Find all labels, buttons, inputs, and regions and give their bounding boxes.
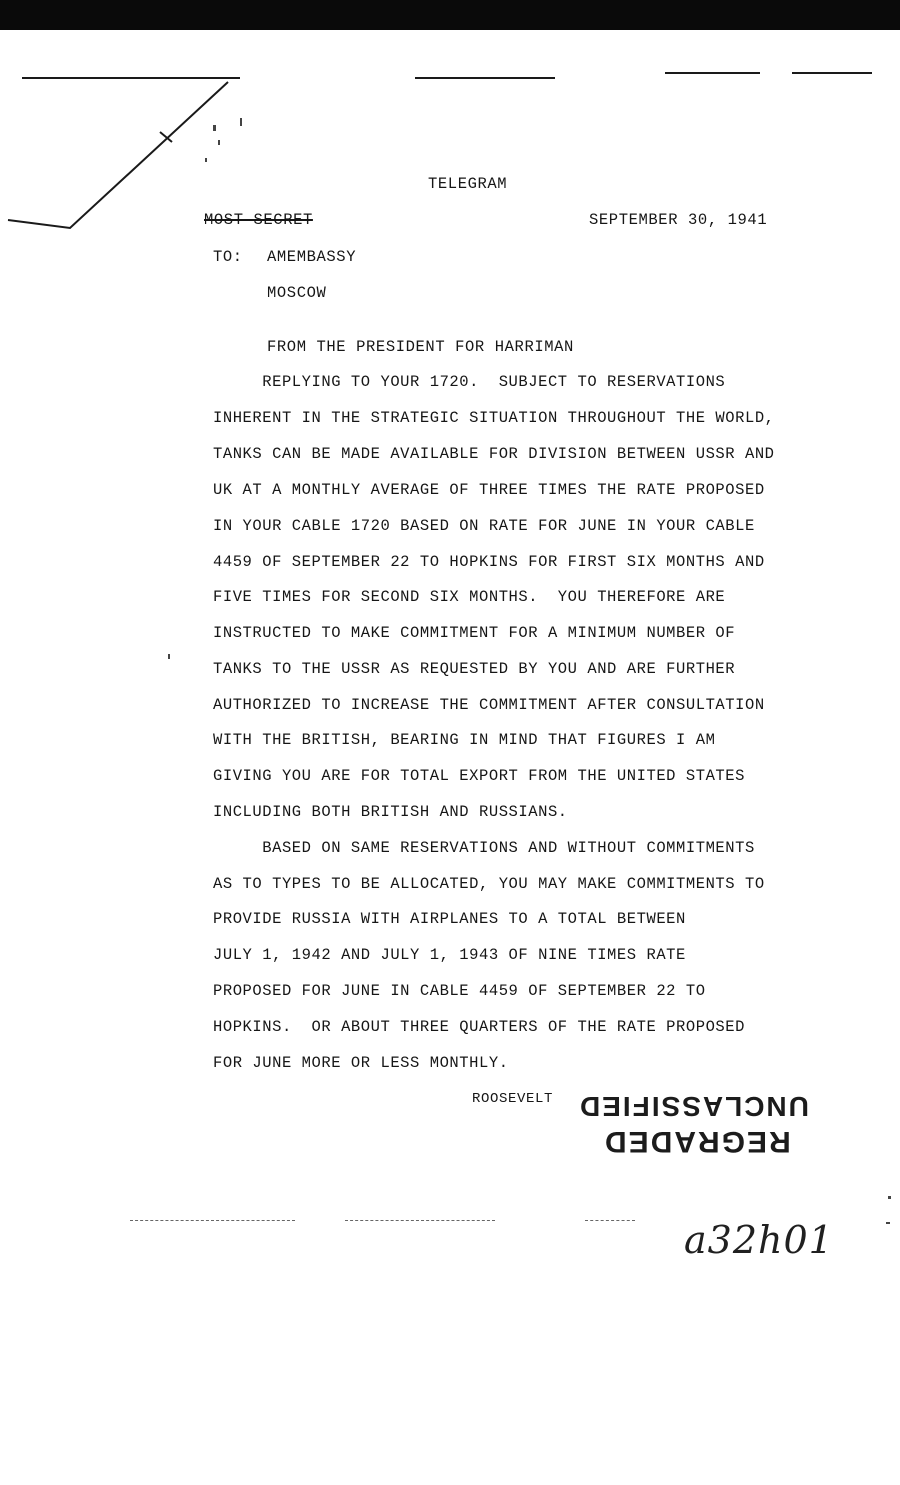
scan-line bbox=[585, 1220, 635, 1222]
scan-line bbox=[130, 1220, 295, 1222]
unclassified-stamp: UNCLASSIFIED bbox=[578, 1091, 809, 1122]
signature: ROOSEVELT bbox=[472, 1091, 554, 1107]
regraded-stamp: REGRADED bbox=[603, 1125, 791, 1158]
scan-speck bbox=[168, 654, 170, 659]
body-line: INSTRUCTED TO MAKE COMMITMENT FOR A MINIMUM NUMBER OF bbox=[213, 624, 736, 642]
handwritten-catalog-number: a32h01 bbox=[684, 1218, 834, 1262]
document-date: SEPTEMBER 30, 1941 bbox=[589, 211, 768, 229]
scan-speck bbox=[218, 140, 220, 145]
scan-speck bbox=[886, 1222, 890, 1224]
recipient: AMEMBASSY bbox=[267, 248, 357, 266]
body-line: PROPOSED FOR JUNE IN CABLE 4459 OF SEPTEMBER 22 TO bbox=[213, 982, 706, 1000]
body-line: INHERENT IN THE STRATEGIC SITUATION THROUGHOUT THE WORLD, bbox=[213, 409, 775, 427]
scan-top-border bbox=[0, 0, 900, 30]
top-rule-right-a bbox=[665, 72, 760, 74]
body-line: TANKS TO THE USSR AS REQUESTED BY YOU AND ARE FURTHER bbox=[213, 660, 736, 678]
body-line: AUTHORIZED TO INCREASE THE COMMITMENT AFTER CONSULTATION bbox=[213, 696, 765, 714]
body-line: WITH THE BRITISH, BEARING IN MIND THAT FIGURES I AM bbox=[213, 731, 716, 749]
body-line: JULY 1, 1942 AND JULY 1, 1943 OF NINE TIMES RATE bbox=[213, 946, 686, 964]
body-line: FIVE TIMES FOR SECOND SIX MONTHS. YOU THEREFORE ARE bbox=[213, 588, 726, 606]
classification-struck: MOST SECRET bbox=[204, 211, 313, 229]
scan-speck bbox=[888, 1196, 891, 1199]
scan-speck bbox=[213, 125, 216, 131]
document-title: TELEGRAM bbox=[428, 175, 508, 193]
scan-speck bbox=[240, 118, 242, 126]
to-label: TO: bbox=[213, 248, 243, 266]
body-line: PROVIDE RUSSIA WITH AIRPLANES TO A TOTAL BETWEEN bbox=[213, 910, 686, 928]
body-line: IN YOUR CABLE 1720 BASED ON RATE FOR JUNE IN YOUR CABLE bbox=[213, 517, 755, 535]
scan-line bbox=[345, 1220, 495, 1222]
top-rule-mid bbox=[415, 77, 555, 79]
body-line: HOPKINS. OR ABOUT THREE QUARTERS OF THE RATE PROPOSED bbox=[213, 1018, 745, 1036]
body-line: FOR JUNE MORE OR LESS MONTHLY. bbox=[213, 1054, 509, 1072]
body-line: UK AT A MONTHLY AVERAGE OF THREE TIMES THE RATE PROPOSED bbox=[213, 481, 765, 499]
body-line: INCLUDING BOTH BRITISH AND RUSSIANS. bbox=[213, 803, 568, 821]
body-line: TANKS CAN BE MADE AVAILABLE FOR DIVISION BETWEEN USSR AND bbox=[213, 445, 775, 463]
body-line: GIVING YOU ARE FOR TOTAL EXPORT FROM THE UNITED STATES bbox=[213, 767, 745, 785]
body-line: 4459 OF SEPTEMBER 22 TO HOPKINS FOR FIRST SIX MONTHS AND bbox=[213, 553, 765, 571]
from-line: FROM THE PRESIDENT FOR HARRIMAN bbox=[267, 338, 574, 356]
scan-speck bbox=[205, 158, 207, 162]
top-rule-right-b bbox=[792, 72, 872, 74]
body-line: BASED ON SAME RESERVATIONS AND WITHOUT COMMITMENTS bbox=[213, 839, 755, 857]
body-line: REPLYING TO YOUR 1720. SUBJECT TO RESERVATIONS bbox=[213, 373, 726, 391]
body-line: AS TO TYPES TO BE ALLOCATED, YOU MAY MAKE COMMITMENTS TO bbox=[213, 875, 765, 893]
recipient-city: MOSCOW bbox=[267, 284, 327, 302]
